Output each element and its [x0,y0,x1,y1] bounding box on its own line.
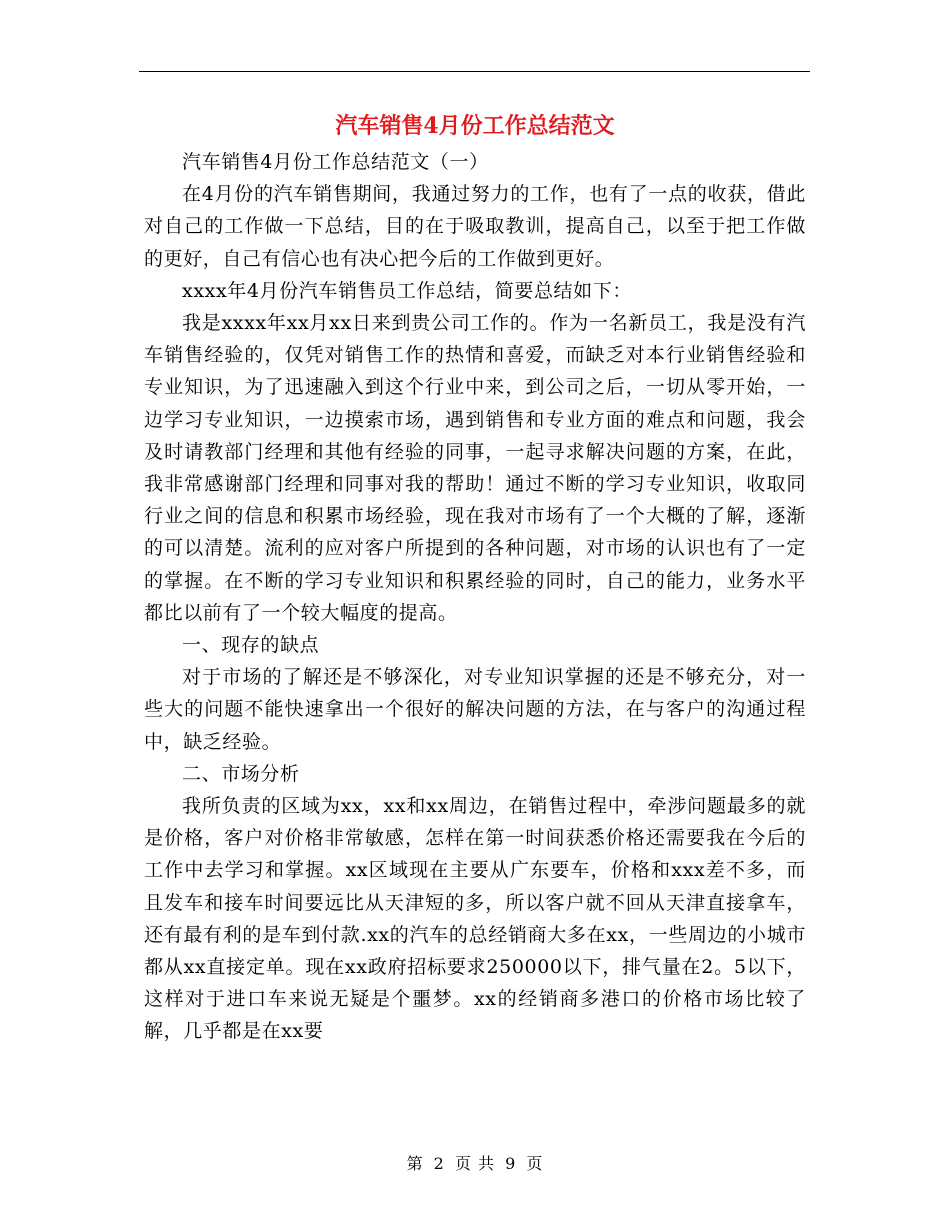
summary-lead-paragraph: xxxx年4月份汽车销售员工作总结，简要总结如下： [182,279,632,302]
section-heading-shortcomings: 一、现存的缺点 [182,634,320,657]
footer-total-pages: 9 [505,1154,517,1173]
intro-paragraph: 在4月份的汽车销售期间，我通过努力的工作，也有了一点的收获，借此对自己的工作做一下总结，目的在于吸取教训，提高自己，以至于把工作做的更好，自己有信心也有决心把今后的工作做到更好。 [144,183,806,270]
footer-prefix: 第 [406,1154,424,1173]
shortcomings-paragraph: 对于市场的了解还是不够深化，对专业知识掌握的还是不够充分，对一些大的问题不能快速拿出一个很好的解决问题的方法，在与客户的沟通过程中，缺乏经验。 [144,666,806,753]
document-body [144,146,806,1048]
subtitle-paragraph: 汽车销售4月份工作总结范文（一） [182,151,489,173]
header-rule [139,71,810,72]
market-analysis-paragraph: 我所负责的区域为xx，xx和xx周边，在销售过程中，牵涉问题最多的就是价格，客户对价格非常敏感，怎样在第一时间获悉价格还需要我在今后的工作中去学习和掌握。xx区域现在主要从广东要车，价格和xxx差不多，而且发车和接车时间要远比从天津短的多，所以客户就不回从天津直接拿车，还有最有利的是车到付款.xx的汽车的总经销商大多在xx，一些周边的小城市都从xx直接定单。现在xx政府招标要求250000以下，排气量在2。5以下，这样对于进口车来说无疑是个噩梦。xx的经销商多港口的价格市场比较了解，几乎都是在xx要 [144,795,806,1043]
document-title: 汽车销售4月份工作总结范文 [335,113,615,139]
footer-middle: 页 共 [454,1154,496,1173]
footer-current-page: 2 [433,1154,445,1173]
page-footer [0,1152,950,1176]
section-heading-market-analysis: 二、市场分析 [182,762,300,785]
footer-suffix: 页 [526,1154,544,1173]
experience-paragraph: 我是xxxx年xx月xx日来到贵公司工作的。作为一名新员工，我是没有汽车销售经验的，仅凭对销售工作的热情和喜爱，而缺乏对本行业销售经验和专业知识，为了迅速融入到这个行业中来，到公司之后，一切从零开始，一边学习专业知识，一边摸索市场，遇到销售和专业方面的难点和问题，我会及时请教部门经理和其他有经验的同事，一起寻求解决问题的方案，在此，我非常感谢部门经理和同事对我的帮助！通过不断的学习专业知识，收取同行业之间的信息和积累市场经验，现在我对市场有了一个大概的了解，逐渐的可以清楚。流利的应对客户所提到的各种问题，对市场的认识也有了一定的掌握。在不断的学习专业知识和积累经验的同时，自己的能力，业务水平都比以前有了一个较大幅度的提高。 [144,312,806,624]
